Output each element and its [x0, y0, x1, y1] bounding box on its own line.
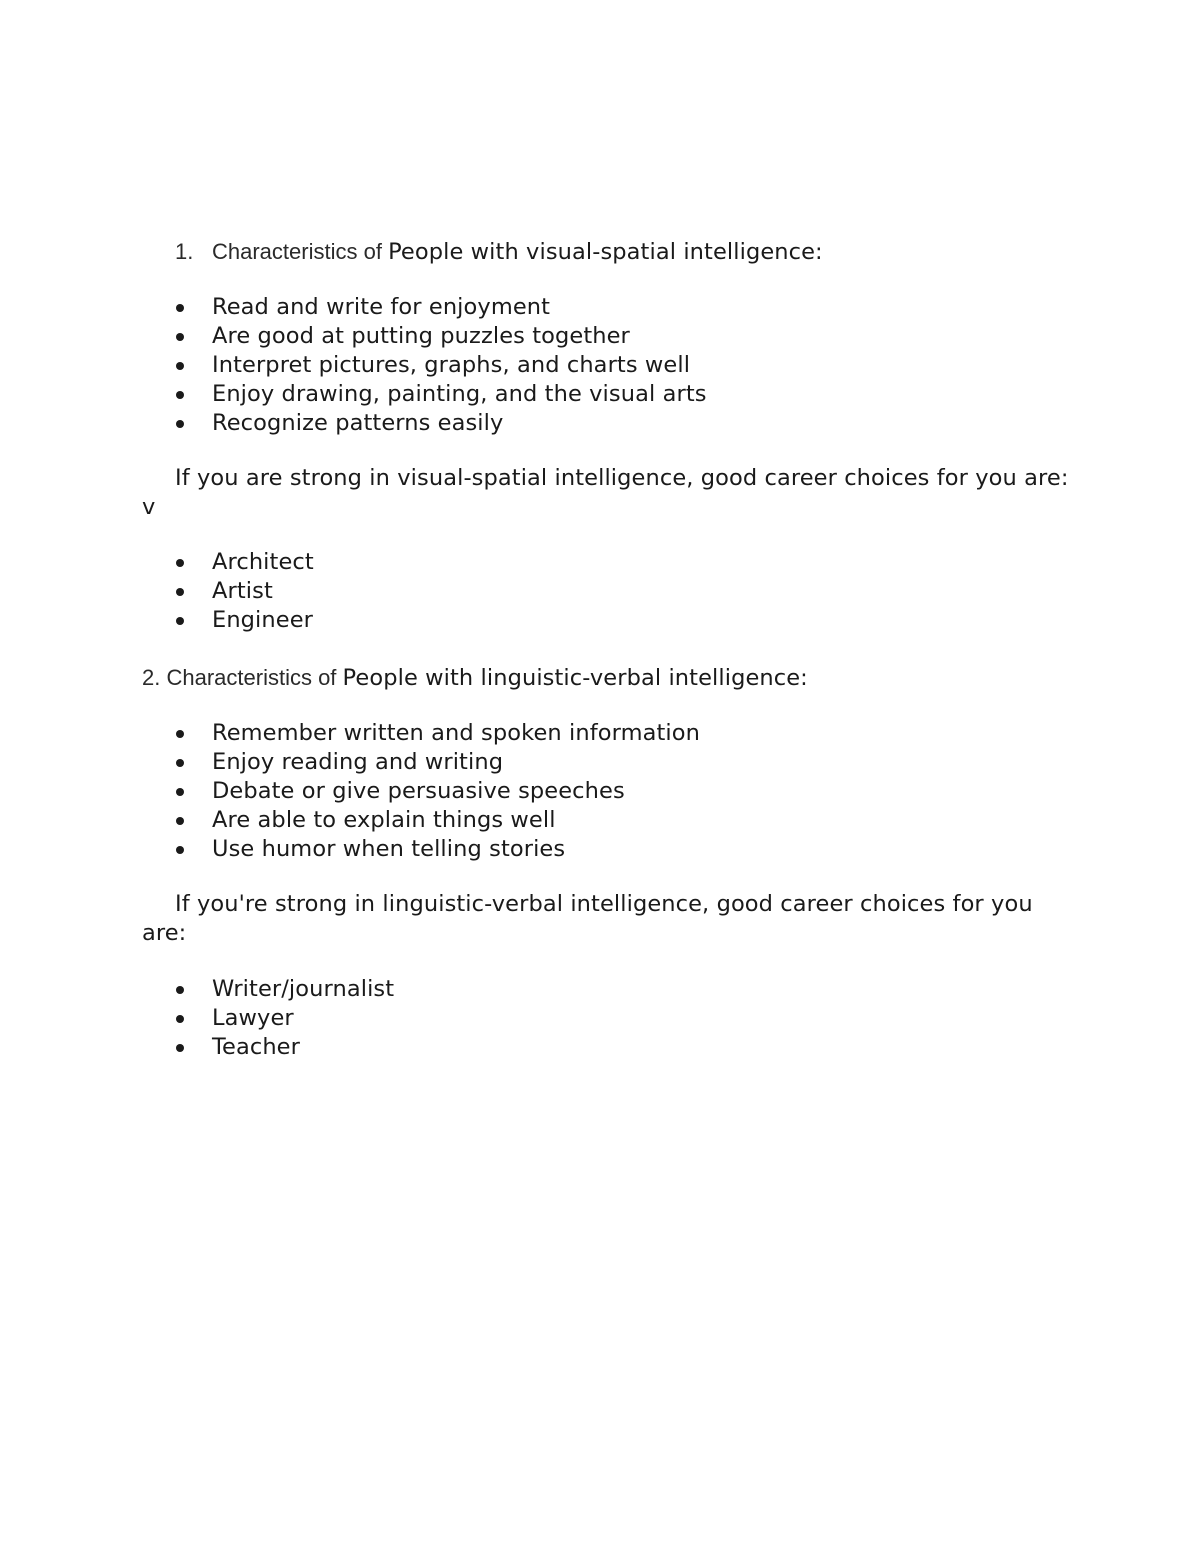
- list-item-text: Interpret pictures, graphs, and charts well: [212, 352, 691, 378]
- bullet-icon: [176, 846, 184, 854]
- list-item-text: Artist: [212, 578, 273, 604]
- list-item-text: Enjoy drawing, painting, and the visual arts: [212, 381, 707, 407]
- list-item-text: Remember written and spoken information: [212, 720, 700, 746]
- bullet-icon: [176, 1015, 184, 1023]
- list-item-text: Read and write for enjoyment: [212, 294, 551, 320]
- section1-number: 1.: [175, 239, 194, 264]
- bullet-icon: [176, 1044, 184, 1052]
- list-item-text: Writer/journalist: [212, 976, 395, 1002]
- section1-heading: [175, 237, 823, 269]
- bullet-icon: [176, 759, 184, 767]
- section1-title: People with visual-spatial intelligence:: [388, 239, 823, 265]
- bullet-icon: [176, 788, 184, 796]
- list-item-text: Engineer: [212, 607, 314, 633]
- section2-career-intro: If you're strong in linguistic-verbal intelligence, good career choices for you are:: [142, 891, 1033, 946]
- list-item-text: Use humor when telling stories: [212, 836, 566, 862]
- bullet-icon: [176, 986, 184, 994]
- bullet-icon: [176, 730, 184, 738]
- bullet-icon: [176, 362, 184, 370]
- section2-prefix: Characteristics of: [160, 665, 343, 690]
- section2-title: People with linguistic-verbal intelligence:: [342, 665, 808, 691]
- section1-career-intro: If you are strong in visual-spatial intelligence, good career choices for you are: v: [142, 465, 1069, 520]
- bullet-icon: [176, 391, 184, 399]
- bullet-icon: [176, 304, 184, 312]
- list-item-text: Recognize patterns easily: [212, 410, 504, 436]
- list-item-text: Are able to explain things well: [212, 807, 556, 833]
- list-item-text: Lawyer: [212, 1005, 294, 1031]
- bullet-icon: [176, 333, 184, 341]
- section2-heading: [142, 663, 808, 695]
- list-item-text: Teacher: [212, 1034, 300, 1060]
- bullet-icon: [176, 588, 184, 596]
- bullet-icon: [176, 817, 184, 825]
- list-item-text: Enjoy reading and writing: [212, 749, 504, 775]
- bullet-icon: [176, 559, 184, 567]
- list-item-text: Architect: [212, 549, 314, 575]
- section2-number: 2.: [142, 665, 161, 690]
- bullet-icon: [176, 420, 184, 428]
- list-item-text: Are good at putting puzzles together: [212, 323, 630, 349]
- list-item-text: Debate or give persuasive speeches: [212, 778, 625, 804]
- section1-prefix: Characteristics of: [212, 239, 389, 264]
- bullet-icon: [176, 617, 184, 625]
